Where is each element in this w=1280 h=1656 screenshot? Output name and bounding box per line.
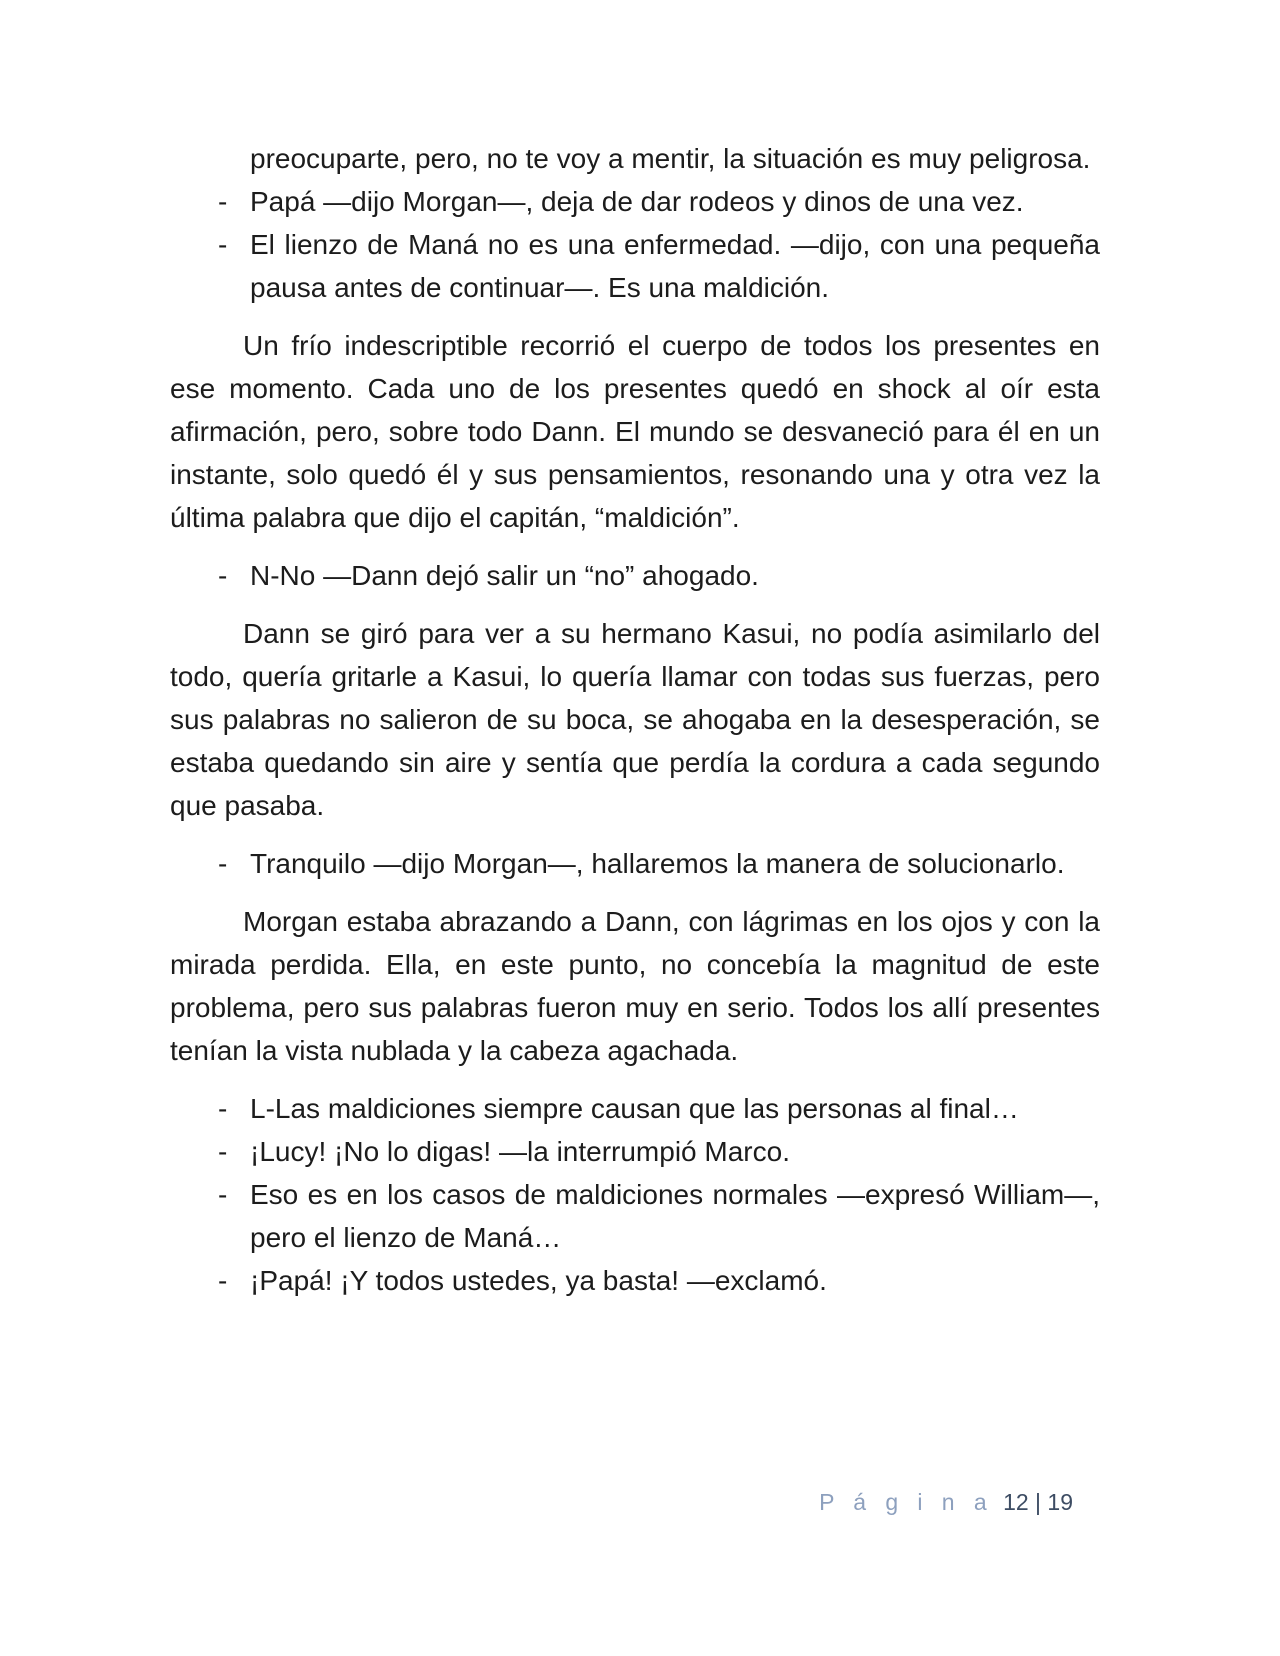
- list-item: [170, 137, 1100, 180]
- list-dash-marker: -: [218, 1093, 228, 1124]
- text-run: Tranquilo —dijo Morgan—, hallaremos la manera de solucionarlo.: [250, 848, 1065, 879]
- page-footer: [819, 1487, 1073, 1517]
- list-dash-marker: -: [218, 1136, 228, 1167]
- text-run: ¡Papá! ¡Y todos ustedes, ya basta! —exclamó.: [250, 1265, 827, 1296]
- list-item: [170, 1087, 1100, 1130]
- list-item: [170, 180, 1100, 223]
- text-run: Papá —dijo Morgan—, deja de dar rodeos y dinos de una vez.: [250, 186, 1024, 217]
- list-item: [170, 1173, 1100, 1259]
- paragraph: [170, 900, 1100, 1072]
- text-run: L-Las maldiciones siempre causan que las personas al final…: [250, 1093, 1019, 1124]
- paragraph: [170, 612, 1100, 827]
- text-run: Un frío indescriptible recorrió el cuerpo de todos los presentes en ese momento. Cada uno de los presentes quedó en shock al oír esta afirmación, pero, sobre todo Dann. El mundo se desvaneció para él en un instante, solo quedó él y sus pensamientos, resonando una y otra vez la última palabra que dijo el capitán, “maldición”.: [170, 330, 1100, 533]
- text-run: Eso es en los casos de maldiciones normales —expresó William—, pero el lienzo de Maná…: [250, 1179, 1100, 1253]
- list-dash-marker: -: [218, 186, 228, 217]
- footer-page-number: 12 | 19: [1003, 1489, 1073, 1515]
- text-run: Morgan estaba abrazando a Dann, con lágrimas en los ojos y con la mirada perdida. Ella, en este punto, no concebía la magnitud de este problema, pero sus palabras fueron muy en serio. Todos los allí presentes tenían la vista nublada y la cabeza agachada.: [170, 906, 1100, 1066]
- list-item: [170, 1259, 1100, 1302]
- document-body: [170, 137, 1100, 1302]
- text-run: preocuparte, pero, no te voy a mentir, la situación es muy peligrosa.: [250, 143, 1091, 174]
- list-item: [170, 1130, 1100, 1173]
- paragraph: [170, 324, 1100, 539]
- list-dash-marker: -: [218, 229, 228, 260]
- text-run: ¡Lucy! ¡No lo digas! —la interrumpió Marco.: [250, 1136, 790, 1167]
- text-run: Dann se giró para ver a su hermano Kasui, no podía asimilarlo del todo, quería gritarle a Kasui, lo quería llamar con todas sus fuerzas, pero sus palabras no salieron de su boca, se ahogaba en la desesperación, se estaba quedando sin aire y sentía que perdía la cordura a cada segundo que pasaba.: [170, 618, 1100, 821]
- text-run: N-No —Dann dejó salir un “no” ahogado.: [250, 560, 759, 591]
- list-dash-marker: -: [218, 1179, 228, 1210]
- text-run: El lienzo de Maná no es una enfermedad. —dijo, con una pequeña pausa antes de continuar—. Es una maldición.: [250, 229, 1100, 303]
- list-item: [170, 842, 1100, 885]
- list-item: [170, 554, 1100, 597]
- list-dash-marker: -: [218, 848, 228, 879]
- list-item: [170, 223, 1100, 309]
- list-dash-marker: -: [218, 1265, 228, 1296]
- footer-page-label: P á g i n a: [819, 1489, 994, 1515]
- list-dash-marker: -: [218, 560, 228, 591]
